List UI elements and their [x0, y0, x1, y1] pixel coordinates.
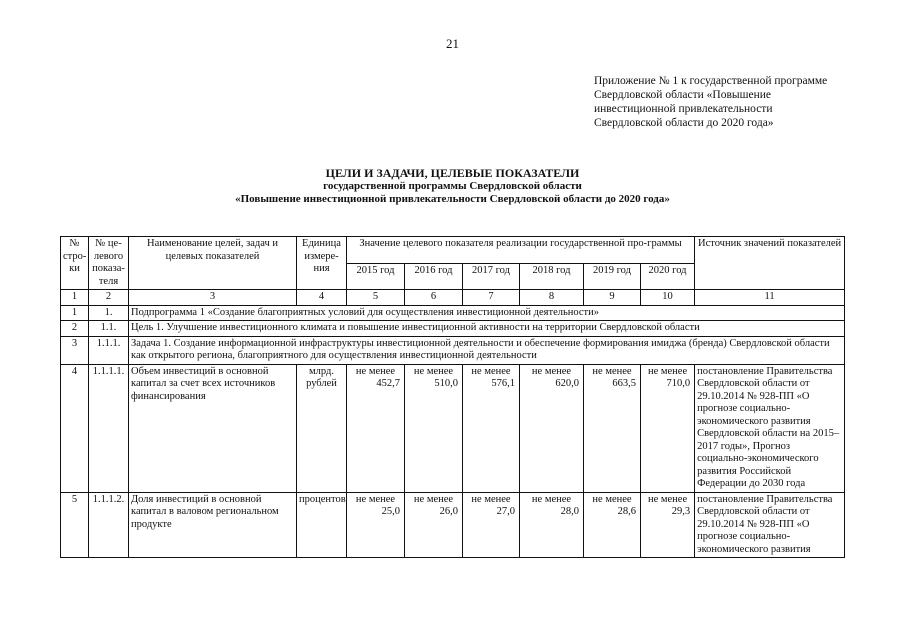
header-year: 2020 год: [641, 263, 695, 290]
value-prefix: не менее: [647, 365, 688, 377]
row-number: 3: [61, 336, 89, 364]
header-values-group: Значение целевого показателя реализации государственной про-граммы: [347, 237, 695, 264]
value-number: 620,0: [555, 378, 579, 389]
row-number: 2: [61, 321, 89, 337]
header-year: 2016 год: [405, 263, 463, 290]
header-source: Источник значений показателей: [695, 237, 845, 290]
column-number: 2: [89, 290, 129, 306]
appendix-line: инвестиционной привлекательности: [594, 103, 773, 115]
indicator-unit: млрд. рублей: [297, 364, 347, 492]
header-name: Наименование целей, задач и целевых показателей: [129, 237, 297, 290]
indicator-value: [405, 364, 463, 492]
value-prefix: не менее: [647, 493, 688, 505]
title-main: ЦЕЛИ И ЗАДАЧИ, ЦЕЛЕВЫЕ ПОКАЗАТЕЛИ: [325, 166, 580, 180]
value-number: 28,0: [560, 506, 579, 517]
column-number: 10: [641, 290, 695, 306]
header-year: 2018 год: [520, 263, 584, 290]
document-title: [0, 166, 905, 206]
column-number: 4: [297, 290, 347, 306]
appendix-line: Свердловской области до 2020 года»: [594, 117, 774, 129]
column-number: 6: [405, 290, 463, 306]
header-goal-no: № це-левого показа-теля: [89, 237, 129, 290]
value-prefix: не менее: [471, 493, 511, 505]
row-code: 1.1.1.1.: [89, 364, 129, 492]
row-code: 1.1.: [89, 321, 129, 337]
value-prefix: не менее: [592, 365, 632, 377]
value-prefix: не менее: [531, 365, 572, 377]
indicator-value: [584, 492, 641, 558]
indicator-unit: процентов: [297, 492, 347, 558]
column-number: 7: [463, 290, 520, 306]
indicator-value: [463, 492, 520, 558]
value-prefix: не менее: [413, 493, 454, 505]
column-number: 5: [347, 290, 405, 306]
value-prefix: не менее: [413, 365, 454, 377]
indicator-row: [61, 492, 845, 558]
value-number: 710,0: [666, 378, 691, 389]
indicator-value: [641, 364, 695, 492]
value-number: 663,5: [612, 378, 636, 389]
header-year: 2015 год: [347, 263, 405, 290]
column-number: 3: [129, 290, 297, 306]
column-number: 11: [695, 290, 845, 306]
value-number: 25,0: [381, 506, 400, 517]
title-line3: «Повышение инвестиционной привлекательности Свердловской области до 2020 года»: [235, 193, 670, 205]
indicator-value: [584, 364, 641, 492]
section-text: Подпрограмма 1 «Создание благоприятных условий для осуществления инвестиционной деятельности»: [129, 305, 845, 321]
indicator-source: постановление Правительства Свердловской области от 29.10.2014 № 928-ПП «О прогнозе социально-экономического развития Свердловской области на 2015–2017 годы», Прогноз социально-экономического развития Российской Федерации до 2030 года: [695, 364, 845, 492]
indicator-value: [463, 364, 520, 492]
indicator-value: [520, 492, 584, 558]
value-number: 452,7: [376, 378, 400, 389]
value-prefix: не менее: [355, 493, 396, 505]
row-code: 1.: [89, 305, 129, 321]
row-number: 4: [61, 364, 89, 492]
section-row: [61, 321, 845, 337]
indicator-value: [641, 492, 695, 558]
row-code: 1.1.1.: [89, 336, 129, 364]
section-row: [61, 336, 845, 364]
column-number: 9: [584, 290, 641, 306]
row-code: 1.1.1.2.: [89, 492, 129, 558]
appendix-note: [594, 74, 854, 130]
value-prefix: не менее: [355, 365, 396, 377]
appendix-line: Приложение № 1 к государственной программе: [594, 75, 828, 87]
header-year: 2017 год: [463, 263, 520, 290]
value-prefix: не менее: [592, 493, 632, 505]
indicator-value: [405, 492, 463, 558]
indicator-row: [61, 364, 845, 492]
indicator-value: [520, 364, 584, 492]
row-number: 5: [61, 492, 89, 558]
column-number: 8: [520, 290, 584, 306]
appendix-line: Свердловской области «Повышение: [594, 89, 771, 101]
indicator-value: [347, 364, 405, 492]
column-number: 1: [61, 290, 89, 306]
targets-table: [60, 236, 845, 558]
indicator-value: [347, 492, 405, 558]
section-text: Цель 1. Улучшение инвестиционного климата и повышение инвестиционной активности на территории Свердловской области: [129, 321, 845, 337]
header-year: 2019 год: [584, 263, 641, 290]
value-number: 26,0: [439, 506, 458, 517]
value-number: 27,0: [496, 506, 515, 517]
column-number-row: [61, 290, 845, 306]
header-row: [61, 237, 845, 264]
header-row-no: № стро-ки: [61, 237, 89, 290]
value-number: 29,3: [671, 506, 691, 517]
indicator-name: Объем инвестиций в основной капитал за счет всех источников финансирования: [129, 364, 297, 492]
value-prefix: не менее: [531, 493, 572, 505]
header-unit: Единица измере-ния: [297, 237, 347, 290]
value-number: 576,1: [491, 378, 515, 389]
indicator-source: постановление Правительства Свердловской области от 29.10.2014 № 928-ПП «О прогнозе социально-экономического развития: [695, 492, 845, 558]
page-number: 21: [446, 36, 459, 51]
indicator-name: Доля инвестиций в основной капитал в валовом региональном продукте: [129, 492, 297, 558]
value-prefix: не менее: [471, 365, 511, 377]
value-number: 510,0: [434, 378, 458, 389]
value-number: 28,6: [617, 506, 636, 517]
row-number: 1: [61, 305, 89, 321]
title-line2: государственной программы Свердловской области: [323, 180, 582, 192]
section-row: [61, 305, 845, 321]
section-text: Задача 1. Создание информационной инфраструктуры инвестиционной деятельности и обеспечение формирования имиджа (бренда) Свердловской области как открытого региона, благоприятного для осуществления инвестиционной деятельности: [129, 336, 845, 364]
